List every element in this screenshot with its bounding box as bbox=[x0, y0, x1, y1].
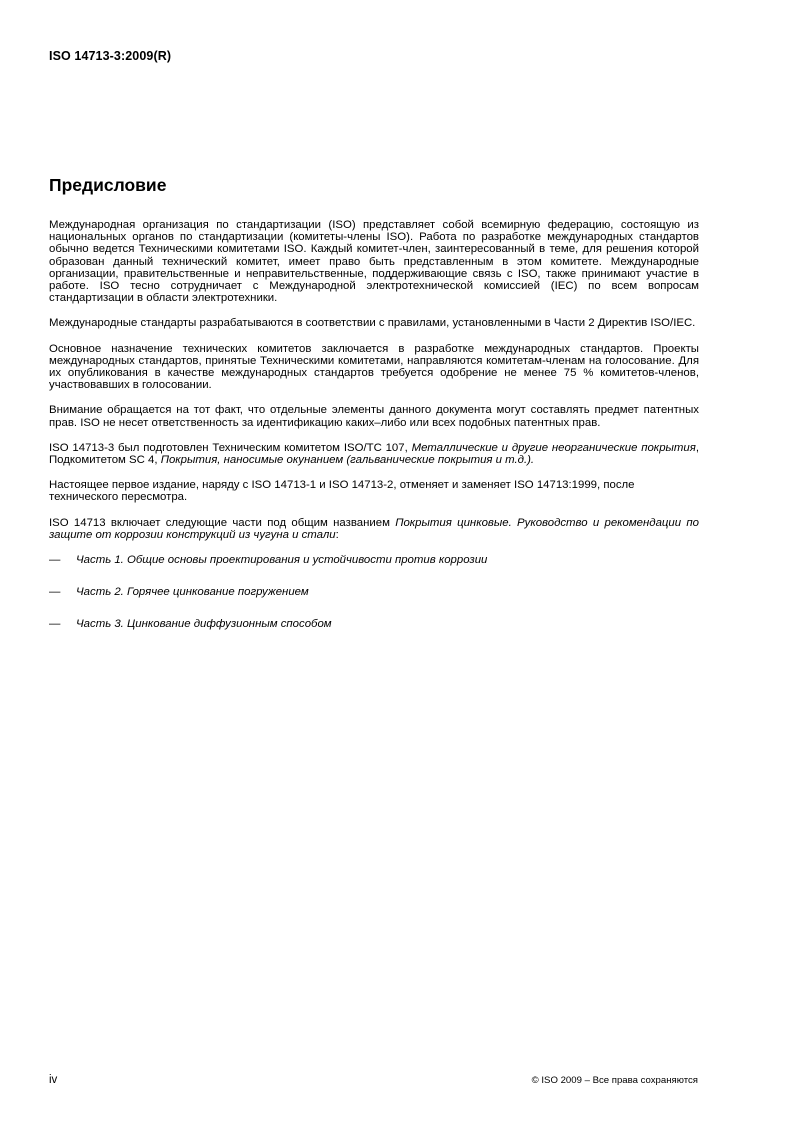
paragraph-directives: Международные стандарты разрабатываются в соответствии с правилами, установленными в Части 2 Директив ISO/IEC. bbox=[49, 317, 696, 330]
part-3-title: Часть 3. Цинкование диффузионным способом bbox=[76, 618, 332, 631]
general-title: Покрытия цинковые. Руководство и рекомендации по защите от коррозии конструкций из чугуна и стали bbox=[49, 516, 699, 541]
paragraph-patents: Внимание обращается на тот факт, что отдельные элементы данного документа могут составлять предмет патентных прав. ISO не несет ответственность за идентификацию каких–либо или всех подобных патентных прав. bbox=[49, 404, 699, 429]
copyright-notice: © ISO 2009 – Все права сохраняются bbox=[531, 1075, 698, 1086]
parts-list bbox=[49, 554, 699, 631]
list-dash: — bbox=[49, 554, 61, 567]
paragraph-committees: Основное назначение технических комитетов заключается в разработке международных стандартов. Проекты международных стандартов, принятые Техническими комитетами, направляются комитетам-членам на голосование. Для их опубликования в качестве международных стандартов требуется одобрение не менее 75 % комитетов-членов, участвовавших в голосовании. bbox=[49, 342, 699, 392]
paragraph-parts-intro bbox=[49, 517, 699, 541]
list-item bbox=[49, 586, 699, 598]
document-id: ISO 14713-3:2009(R) bbox=[49, 49, 172, 63]
parts-intro-colon: : bbox=[335, 528, 339, 541]
page-number: iv bbox=[49, 1074, 58, 1086]
parts-intro-text: ISO 14713 включает следующие части под общим названием bbox=[49, 516, 396, 529]
paragraph-iso-intro: Международная организация по стандартизации (ISO) представляет собой всемирную федерацию, состоящую из национальных органов по стандартизации (комитеты-члены ISO). Работа по разработке международных стандартов обычно ведется Техническими комитетами ISO. Каждый комитет-член, заинтересованный в теме, для решения которой образован данный технический комитет, имеет право быть представленным в этом комитете. Международные организации, правительственные и неправительственные, поддерживающие связь с ISO, также принимают участие в работе. ISO тесно сотрудничает с Международной электротехнической комиссией (IEC) по всем вопросам стандартизации в области электротехники. bbox=[49, 219, 699, 305]
list-item bbox=[49, 554, 699, 566]
list-dash: — bbox=[49, 586, 61, 599]
foreword-body bbox=[49, 219, 699, 651]
paragraph-prepared-by bbox=[49, 442, 699, 466]
subcommittee-text: , Подкомитетом SC 4, bbox=[49, 441, 699, 467]
part-2-title: Часть 2. Горячее цинкование погружением bbox=[76, 586, 309, 599]
prepared-by-text: ISO 14713-3 был подготовлен Техническим комитетом ISO/TC 107, bbox=[49, 441, 412, 454]
committee-title: Металлические и другие неорганические покрытия bbox=[411, 441, 696, 454]
list-dash: — bbox=[49, 618, 61, 631]
part-1-title: Часть 1. Общие основы проектирования и устойчивости против коррозии bbox=[76, 554, 488, 567]
subcommittee-title: Покрытия, наносимые окунанием (гальванические покрытия и т.д.). bbox=[160, 454, 535, 467]
section-title: Предисловие bbox=[49, 175, 167, 195]
list-item bbox=[49, 618, 699, 630]
paragraph-edition: Настоящее первое издание, наряду с ISO 14713-1 и ISO 14713-2, отменяет и заменяет ISO 14713:1999, после технического пересмотра. bbox=[49, 479, 635, 504]
